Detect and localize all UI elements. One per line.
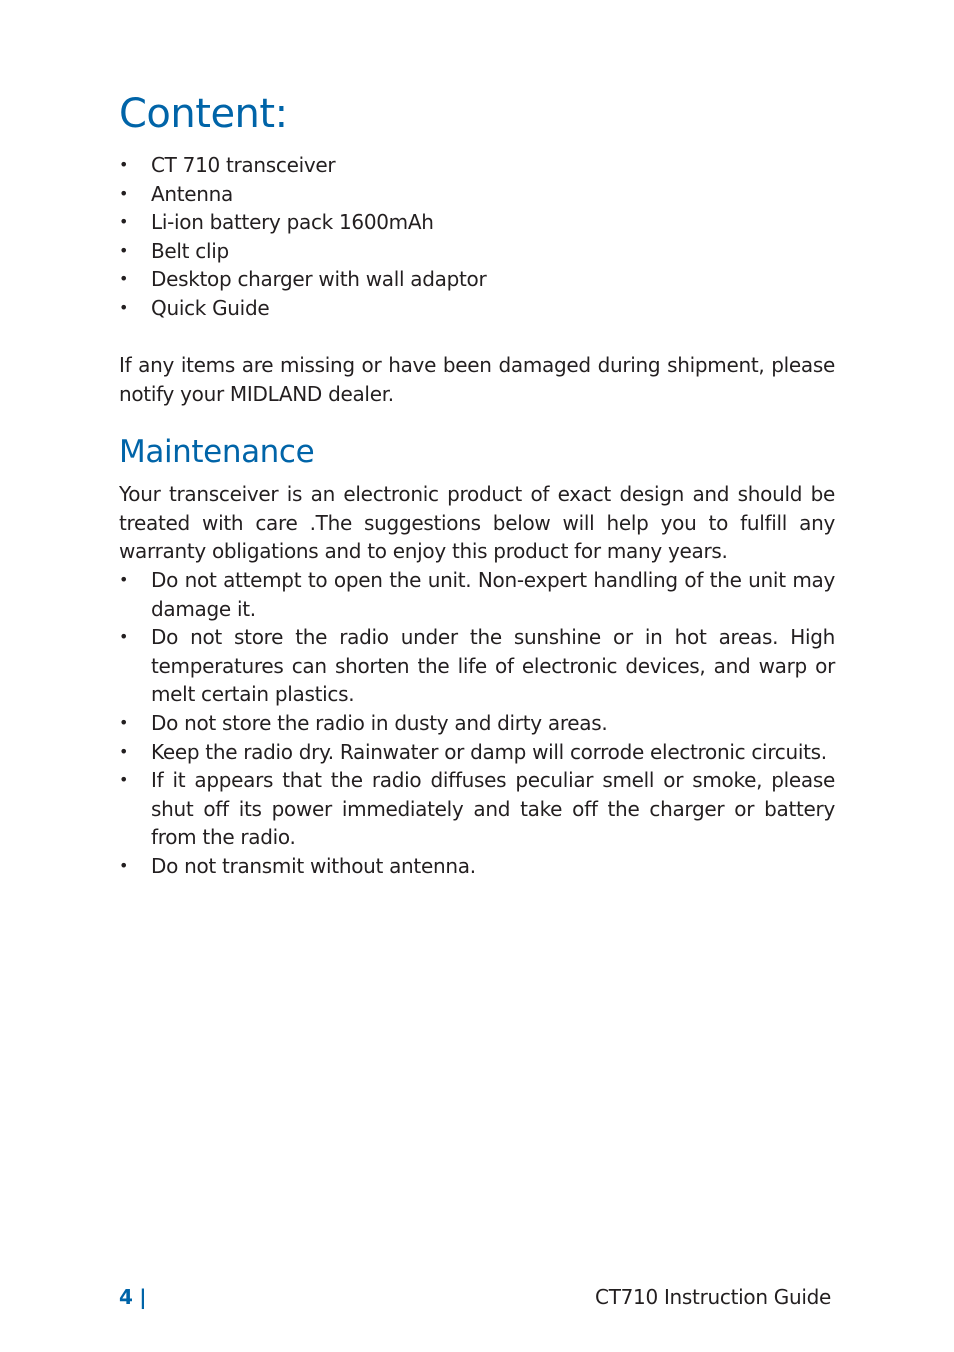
maintenance-intro: Your transceiver is an electronic product of exact design and should be treated with care .The suggestions below will help you to fulfill any warranty obligations and to enjoy this product for many years. bbox=[119, 482, 835, 564]
bullet: • bbox=[119, 183, 129, 203]
bullet: • bbox=[119, 297, 129, 317]
maintenance-item-text: Do not store the radio under the sunshine or in hot areas. High temperatures can shorten the life of electronic devices, and warp or melt certain plastics. bbox=[151, 625, 835, 707]
content-item bbox=[119, 180, 835, 209]
bullet: • bbox=[119, 155, 129, 174]
content-item-text: Belt clip bbox=[151, 238, 229, 263]
content-heading: Content: bbox=[119, 91, 288, 137]
maintenance-item bbox=[119, 852, 835, 881]
bullet: • bbox=[119, 627, 129, 647]
page-number: 4 | bbox=[119, 1285, 147, 1309]
content-item bbox=[119, 151, 835, 180]
content-item-text: Antenna bbox=[151, 181, 234, 206]
maintenance-item-text: If it appears that the radio diffuses peculiar smell or smoke, please shut off its power immediately and take off the charger or battery from the radio. bbox=[151, 768, 835, 850]
bullet: • bbox=[119, 212, 129, 232]
content-list bbox=[119, 151, 835, 323]
maintenance-list bbox=[119, 566, 835, 881]
bullet: • bbox=[119, 269, 129, 289]
bullet: • bbox=[119, 855, 129, 875]
maintenance-item bbox=[119, 709, 835, 738]
maintenance-item-text: Do not transmit without antenna. bbox=[151, 853, 476, 878]
maintenance-item bbox=[119, 623, 835, 709]
content-item-text: CT 710 transceiver bbox=[151, 153, 336, 177]
bullet: • bbox=[119, 770, 129, 790]
maintenance-item-text: Do not store the radio in dusty and dirty areas. bbox=[151, 710, 608, 735]
document-title: CT710 Instruction Guide bbox=[595, 1285, 831, 1309]
missing-items-note: If any items are missing or have been damaged during shipment, please notify your MIDLAND dealer. bbox=[119, 353, 835, 406]
maintenance-item-text: Do not attempt to open the unit. Non-expert handling of the unit may damage it. bbox=[151, 568, 835, 621]
bullet: • bbox=[119, 240, 129, 260]
maintenance-heading: Maintenance bbox=[119, 434, 315, 470]
maintenance-item bbox=[119, 766, 835, 852]
content-item-text: Desktop charger with wall adaptor bbox=[151, 267, 487, 292]
content-item-text: Quick Guide bbox=[151, 295, 270, 320]
bullet: • bbox=[119, 570, 129, 589]
bullet: • bbox=[119, 712, 129, 732]
maintenance-item bbox=[119, 738, 835, 767]
content-item bbox=[119, 294, 835, 323]
content-item bbox=[119, 208, 835, 237]
content-item-text: Li-ion battery pack 1600mAh bbox=[151, 210, 434, 235]
content-item bbox=[119, 265, 835, 294]
maintenance-item-text: Keep the radio dry. Rainwater or damp will corrode electronic circuits. bbox=[151, 739, 827, 764]
content-item bbox=[119, 237, 835, 266]
bullet: • bbox=[119, 741, 129, 761]
maintenance-item bbox=[119, 566, 835, 623]
